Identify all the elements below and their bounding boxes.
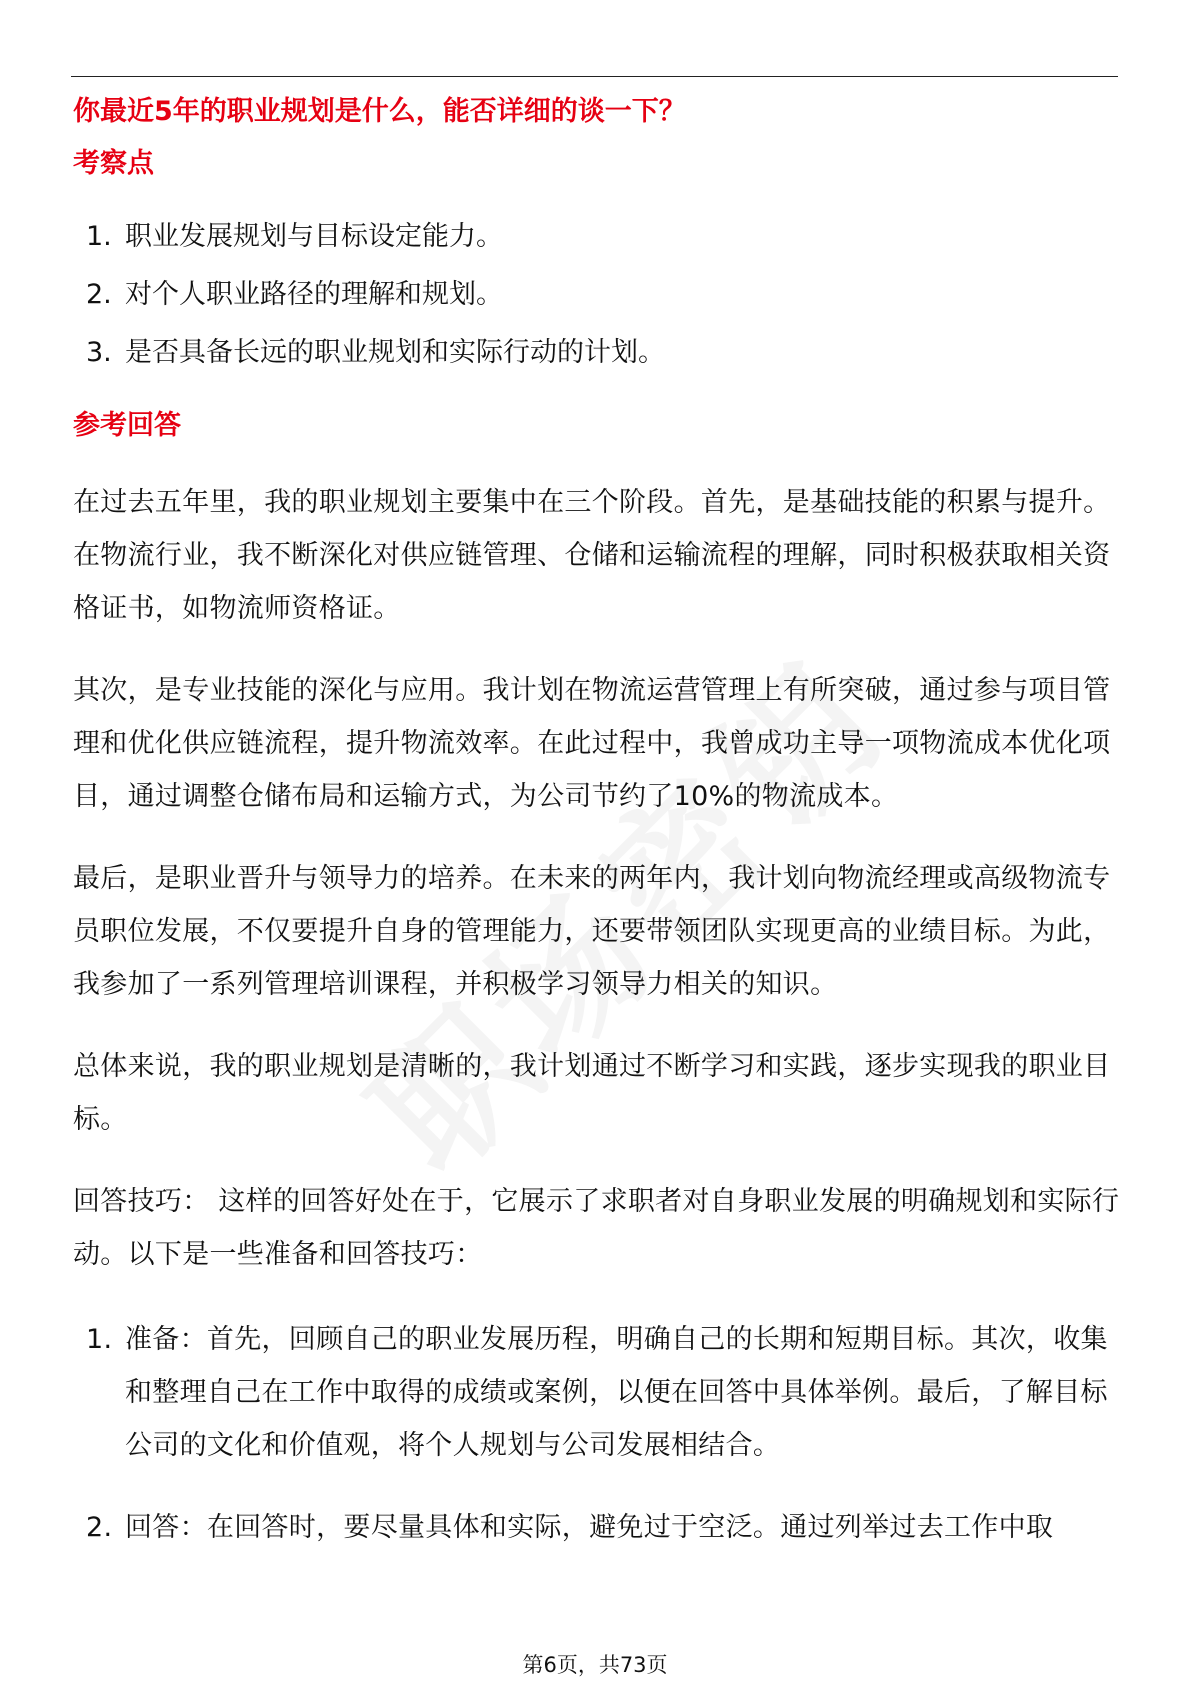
document-body: [73, 92, 1123, 1554]
check-points-list: [73, 208, 1123, 382]
list-item: [73, 324, 1123, 382]
tips-intro-paragraph: 回答技巧： 这样的回答好处在于，它展示了求职者对自身职业发展的明确规划和实际行动。以下是一些准备和回答技巧：: [73, 1186, 1120, 1270]
list-number: 2.: [86, 279, 112, 310]
list-item: [73, 1313, 1123, 1472]
top-divider: [71, 76, 1118, 77]
list-item: [73, 208, 1123, 266]
answer-paragraph: 最后，是职业晋升与领导力的培养。在未来的两年内，我计划向物流经理或高级物流专员职位发展，不仅要提升自身的管理能力，还要带领团队实现更高的业绩目标。为此，我参加了一系列管理培训课程，并积极学习领导力相关的知识。: [73, 863, 1111, 1000]
answer-paragraph: 其次，是专业技能的深化与应用。我计划在物流运营管理上有所突破，通过参与项目管理和优化供应链流程，提升物流效率。在此过程中，我曾成功主导一项物流成本优化项目，通过调整仓储布局和运输方式，为公司节约了10%的物流成本。: [73, 675, 1111, 812]
list-text: 准备：首先，回顾自己的职业发展历程，明确自己的长期和短期目标。其次，收集和整理自己在工作中取得的成绩或案例，以便在回答中具体举例。最后，了解目标公司的文化和价值观，将个人规划与公司发展相结合。: [125, 1324, 1108, 1461]
answer-paragraph: 总体来说，我的职业规划是清晰的，我计划通过不断学习和实践，逐步实现我的职业目标。: [73, 1051, 1111, 1135]
list-number: 3.: [86, 337, 112, 368]
check-points-title: 考察点: [73, 148, 154, 179]
list-text: 对个人职业路径的理解和规划。: [125, 279, 503, 310]
answer-title: 参考回答: [73, 410, 181, 441]
list-text: 是否具备长远的职业规划和实际行动的计划。: [125, 337, 665, 368]
list-text: 回答：在回答时，要尽量具体和实际，避免过于空泛。通过列举过去工作中取: [125, 1512, 1054, 1543]
list-text: 职业发展规划与目标设定能力。: [125, 221, 503, 252]
list-item: [73, 266, 1123, 324]
list-number: 2.: [86, 1512, 113, 1543]
list-number: 1.: [86, 1324, 113, 1355]
answer-paragraph: 在过去五年里，我的职业规划主要集中在三个阶段。首先，是基础技能的积累与提升。在物流行业，我不断深化对供应链管理、仓储和运输流程的理解，同时积极获取相关资格证书，如物流师资格证。: [73, 487, 1111, 624]
page-footer: 第6页，共73页: [522, 1653, 668, 1677]
list-number: 1.: [86, 221, 112, 252]
question-heading: 你最近5年的职业规划是什么，能否详细的谈一下？: [73, 96, 686, 127]
tips-list: [73, 1313, 1123, 1554]
list-item: [73, 1501, 1123, 1554]
